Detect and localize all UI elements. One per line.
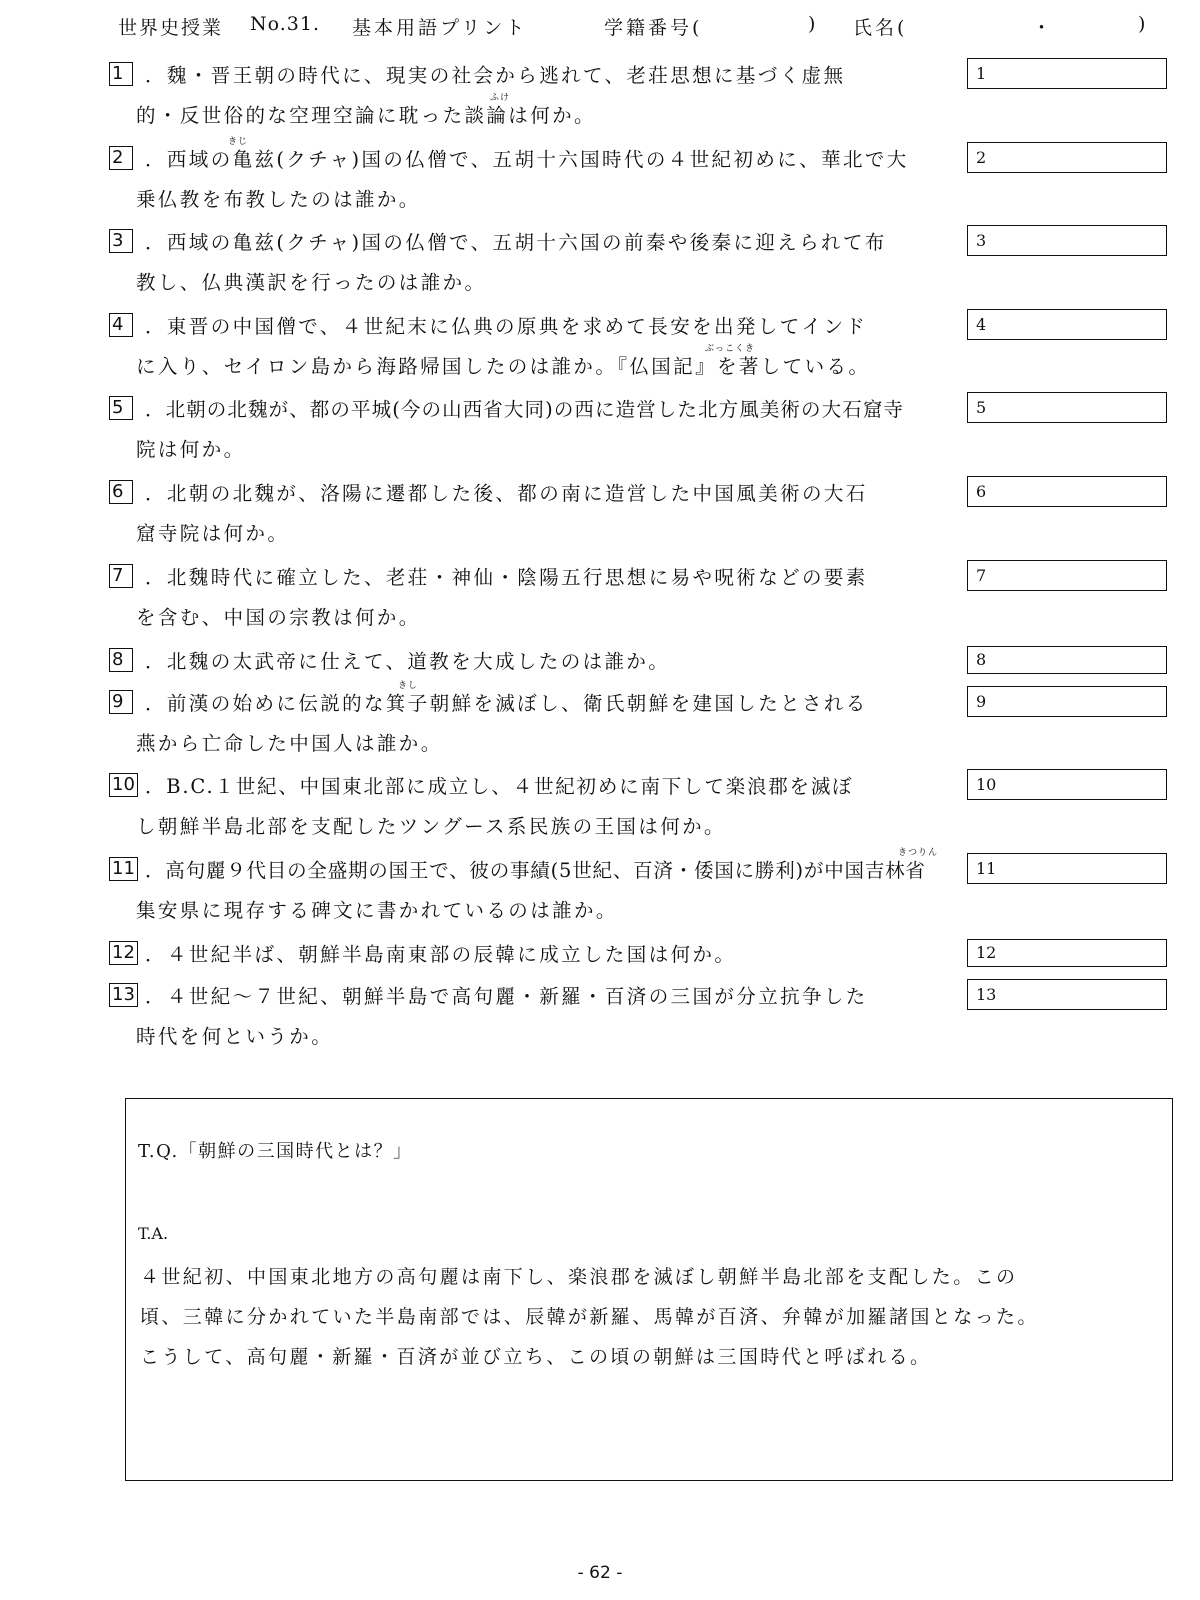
- name-dot: ・: [1032, 17, 1052, 39]
- theme-question-box: [125, 1098, 1173, 1481]
- question-text-line2: 時代を何というか。: [136, 1025, 334, 1048]
- answer-box[interactable]: 13: [967, 979, 1167, 1010]
- name-close: ): [1138, 13, 1146, 35]
- name-label: 氏名(: [853, 17, 908, 39]
- ruby-annotation: きじ: [228, 137, 249, 147]
- class-label: 世界史授業: [118, 17, 224, 39]
- question-text-line1: ．魏・晋王朝の時代に、現実の社会から逃れて、老荘思想に基づく虚無: [145, 64, 846, 87]
- answer-box[interactable]: 4: [967, 309, 1167, 340]
- question-number: 5: [109, 396, 133, 420]
- question-number: 11: [109, 857, 138, 881]
- question-text-line1: ．北魏時代に確立した、老荘・神仙・陰陽五行思想に易や呪術などの要素: [145, 566, 868, 589]
- page-number: - 62 -: [577, 1563, 623, 1583]
- question-text-line2: 院は何か。: [136, 438, 246, 461]
- answer-box[interactable]: 8: [967, 646, 1167, 674]
- answer-box[interactable]: 7: [967, 560, 1167, 591]
- theme-answer-text: [140, 1257, 1165, 1377]
- question-text-line1: ．西域の亀兹(クチャ)国の仏僧で、五胡十六国時代の４世紀初めに、華北で大: [145, 148, 909, 171]
- question-number: 4: [109, 313, 133, 337]
- question-text-line1: ．北魏の太武帝に仕えて、道教を大成したのは誰か。: [145, 650, 671, 673]
- question-text-line1: ．西域の亀兹(クチャ)国の仏僧で、五胡十六国の前秦や後秦に迎えられて布: [145, 231, 887, 254]
- question-number: 10: [109, 773, 138, 797]
- page-title: 基本用語プリント: [352, 17, 528, 39]
- question-number: 7: [109, 564, 133, 588]
- question-text-line1: ．４世紀半ば、朝鮮半島南東部の辰韓に成立した国は何か。: [145, 943, 737, 966]
- question-number: 8: [109, 648, 133, 672]
- question-number: 12: [109, 941, 138, 965]
- question-number: 9: [109, 690, 133, 714]
- question-text-line2: し朝鮮半島北部を支配したツングース系民族の王国は何か。: [136, 815, 726, 838]
- theme-answer-line: ４世紀初、中国東北地方の高句麗は南下し、楽浪郡を滅ぼし朝鮮半島北部を支配した。この: [140, 1266, 1018, 1288]
- answer-box[interactable]: 9: [967, 686, 1167, 717]
- answer-box[interactable]: 1: [967, 58, 1167, 89]
- question-text-line1: ．４世紀～７世紀、朝鮮半島で高句麗・新羅・百済の三国が分立抗争した: [145, 985, 868, 1008]
- question-number: 3: [109, 229, 133, 253]
- answer-box[interactable]: 11: [967, 853, 1167, 884]
- question-text-line1: ．B.C.１世紀、中国東北部に成立し、４世紀初めに南下して楽浪郡を滅ぼ: [145, 775, 854, 798]
- answer-box[interactable]: 12: [967, 939, 1167, 967]
- question-text-line2: 燕から亡命した中国人は誰か。: [136, 732, 443, 755]
- question-text-line2: 的・反世俗的な空理空論に耽った談論は何か。: [136, 104, 596, 127]
- question-text-line2: 乗仏教を布教したのは誰か。: [136, 188, 421, 211]
- question-text-line2: に入り、セイロン島から海路帰国したのは誰か。『仏国記』を著している。: [136, 355, 871, 378]
- answer-box[interactable]: 10: [967, 769, 1167, 800]
- ruby-annotation: きつりん: [898, 848, 939, 858]
- theme-answer-line: こうして、高句麗・新羅・百済が並び立ち、この頃の朝鮮は三国時代と呼ばれる。: [140, 1346, 932, 1368]
- print-number: No.31.: [250, 13, 320, 35]
- student-number-close: ): [808, 13, 816, 35]
- question-text-line1: ．北朝の北魏が、都の平城(今の山西省大同)の西に造営した北方風美術の大石窟寺: [145, 398, 905, 421]
- answer-box[interactable]: 2: [967, 142, 1167, 173]
- answer-box[interactable]: 6: [967, 476, 1167, 507]
- question-text-line2: 窟寺院は何か。: [136, 522, 290, 545]
- question-text-line1: ．東晋の中国僧で、４世紀末に仏典の原典を求めて長安を出発してインド: [145, 315, 868, 338]
- question-text-line1: ．高句麗９代目の全盛期の国王で、彼の事績(5世紀、百済・倭国に勝利)が中国吉林省: [145, 859, 926, 882]
- ruby-annotation: きし: [398, 681, 419, 691]
- question-text-line2: 集安県に現存する碑文に書かれているのは誰か。: [136, 899, 618, 922]
- ruby-annotation: ぶっこくき: [705, 344, 756, 354]
- ruby-annotation: ふけ: [490, 93, 511, 103]
- question-number: 2: [109, 146, 133, 170]
- student-number-label: 学籍番号(: [604, 17, 703, 39]
- theme-answer-label: T.A.: [138, 1224, 169, 1243]
- question-number: 1: [109, 62, 133, 86]
- question-number: 13: [109, 983, 138, 1007]
- answer-box[interactable]: 3: [967, 225, 1167, 256]
- question-number: 6: [109, 480, 133, 504]
- theme-question: T.Q.「朝鮮の三国時代とは？」: [138, 1141, 413, 1162]
- theme-answer-line: 頃、三韓に分かれていた半島南部では、辰韓が新羅、馬韓が百済、弁韓が加羅諸国となった。: [140, 1306, 1039, 1328]
- question-text-line2: を含む、中国の宗教は何か。: [136, 606, 421, 629]
- question-text-line1: ．前漢の始めに伝説的な箕子朝鮮を滅ぼし、衛氏朝鮮を建国したとされる: [145, 692, 868, 715]
- question-text-line1: ．北朝の北魏が、洛陽に遷都した後、都の南に造営した中国風美術の大石: [145, 482, 868, 505]
- worksheet-header: [0, 13, 1200, 43]
- question-text-line2: 教し、仏典漢訳を行ったのは誰か。: [136, 271, 487, 294]
- answer-box[interactable]: 5: [967, 392, 1167, 423]
